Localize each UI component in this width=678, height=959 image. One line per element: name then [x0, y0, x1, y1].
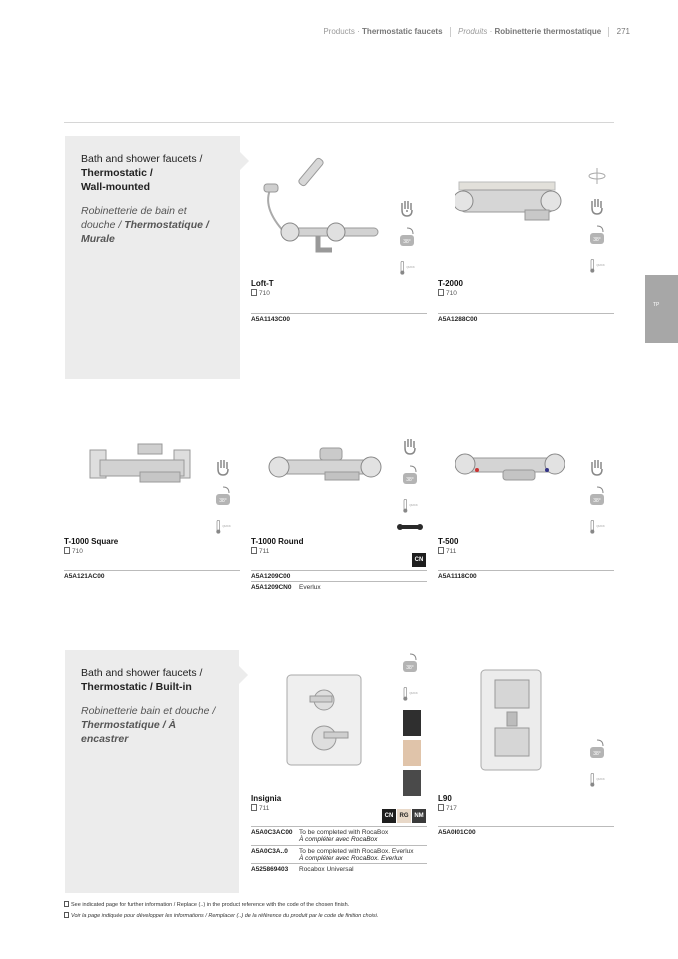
product-page-ref — [251, 804, 269, 812]
quick-thermo-icon — [400, 682, 420, 706]
product-page-number: 710 — [446, 290, 457, 297]
product-name: T-1000 Round — [251, 537, 304, 546]
category-built-in — [65, 650, 239, 893]
category-fr-line2-bold: Thermostatique / — [124, 219, 209, 231]
loft-t-feature-icons — [397, 196, 423, 286]
svg-text:QUICK: QUICK — [222, 525, 231, 528]
product-page-number: 717 — [446, 805, 457, 812]
reference-row — [438, 570, 614, 582]
reference-row — [251, 313, 427, 325]
product-name: T-2000 — [438, 279, 463, 288]
svg-text:QUICK: QUICK — [596, 264, 605, 267]
crumb-produits: Produits — [457, 27, 488, 37]
product-page-number: 710 — [259, 290, 270, 297]
product-page-number: 710 — [72, 548, 83, 555]
crumb-products: Products — [323, 27, 355, 37]
l90-feature-icons — [587, 738, 613, 798]
hand-safe-icon — [587, 455, 607, 479]
svg-text:38°: 38° — [406, 665, 414, 671]
t-500-image — [455, 440, 565, 492]
svg-text:38°: 38° — [219, 498, 227, 504]
crumb-thermostatic-fr: Robinetterie thermostatique — [494, 27, 602, 37]
product-page-ref — [438, 804, 457, 812]
header-divider — [608, 27, 609, 37]
reference-description: To be completed with RocaBox. Everlux — [299, 848, 414, 855]
footnote-en-text: See indicated page for further information / Replace (..) in the product reference with the code of the chosen finish. — [71, 902, 350, 908]
product-page-ref — [438, 547, 456, 555]
category-fr-line1: Robinetterie bain et douche / — [81, 705, 216, 717]
svg-text:QUICK: QUICK — [596, 525, 605, 528]
reference-code: A5A1209CN0 — [251, 584, 292, 591]
page-number: 271 — [616, 27, 630, 37]
svg-text:38°: 38° — [593, 751, 601, 757]
product-page-ref — [438, 289, 457, 297]
t-500-feature-icons — [587, 455, 613, 545]
hand-safe-icon — [213, 455, 233, 479]
temperature-limit-icon — [213, 485, 233, 509]
reference-code: A5A0C3AC00 — [251, 829, 293, 836]
page-ref-icon — [438, 804, 444, 811]
category-title-en — [81, 666, 223, 694]
reference-code: A5A1143C00 — [251, 316, 291, 323]
l90-image — [477, 668, 545, 772]
svg-text:QUICK: QUICK — [406, 266, 415, 269]
footnote-en — [64, 901, 349, 908]
category-wall-mounted — [65, 136, 240, 379]
reference-code: A5A121AC00 — [64, 573, 105, 580]
crumb-separator: · — [489, 27, 493, 37]
insignia-image — [284, 672, 364, 768]
hand-safe-icon — [587, 194, 607, 218]
temperature-limit-icon — [587, 224, 607, 248]
product-page-ref — [251, 547, 269, 555]
t-1000-square-feature-icons — [213, 455, 239, 545]
loft-t-image — [252, 150, 382, 270]
category-title-fr — [81, 704, 223, 746]
category-en-line3: Wall-mounted — [81, 181, 151, 193]
page-header — [323, 27, 630, 37]
product-name: Insignia — [251, 794, 282, 803]
finish-badges — [382, 809, 426, 823]
page-ref-icon — [438, 547, 444, 554]
reference-code: A5A1209C00 — [251, 573, 291, 580]
crumb-separator: · — [357, 27, 360, 37]
quick-thermo-icon — [213, 515, 233, 539]
product-page-number: 711 — [446, 548, 457, 555]
product-name: T-1000 Square — [64, 537, 119, 546]
product-name: L90 — [438, 794, 452, 803]
category-en-line2: Thermostatic / Built-in — [81, 681, 192, 693]
reference-row — [64, 570, 240, 582]
svg-text:38°: 38° — [406, 477, 414, 483]
category-fr-line3: Murale — [81, 233, 115, 245]
product-page-number: 711 — [259, 805, 270, 812]
t-1000-round-image — [265, 442, 385, 492]
reference-description-fr: À compléter avec RocaBox. Everlux — [299, 855, 403, 862]
svg-text:38°: 38° — [403, 239, 411, 245]
page-ref-icon — [251, 804, 257, 811]
reference-code: A5A0I01C00 — [438, 829, 476, 836]
product-name: T-500 — [438, 537, 459, 546]
crumb-thermostatic-en: Thermostatic faucets — [362, 27, 443, 37]
finish-swatch-rose-gold — [403, 740, 421, 766]
quick-thermo-icon — [397, 256, 417, 280]
page-ref-icon — [251, 289, 257, 296]
finish-badge-cn: CN — [382, 809, 396, 823]
reference-code: A5A1118C00 — [438, 573, 477, 580]
footnote-fr-text: Voir la page indiquée pour développer les informations / Remplacer (..) de la référence du produit par le code de finition choisi. — [71, 913, 379, 919]
t-1000-square-image — [80, 440, 200, 495]
temperature-limit-icon — [587, 485, 607, 509]
category-fr-line1: Robinetterie de bain et — [81, 205, 187, 217]
header-divider — [450, 27, 451, 37]
svg-text:QUICK: QUICK — [596, 778, 605, 781]
product-page-number: 711 — [259, 548, 270, 555]
product-page-ref — [251, 289, 270, 297]
page-ref-icon — [64, 912, 69, 918]
finish-badge-nm: NM — [412, 809, 426, 823]
svg-text:38°: 38° — [593, 498, 601, 504]
reference-row — [251, 845, 427, 865]
reference-code: A525869403 — [251, 866, 289, 873]
category-title-fr — [81, 204, 224, 246]
shower-head-icon — [587, 164, 607, 188]
svg-text:QUICK: QUICK — [409, 692, 418, 695]
temperature-limit-icon — [587, 738, 607, 762]
finish-swatch-brushed-black — [403, 770, 421, 796]
svg-text:QUICK: QUICK — [409, 504, 418, 507]
category-fr-line2: Thermostatique / À encastrer — [81, 719, 177, 745]
category-en-line2: Thermostatic / — [81, 167, 153, 179]
product-name: Loft-T — [251, 279, 274, 288]
reference-row — [251, 581, 427, 593]
temperature-limit-icon — [397, 226, 417, 250]
finish-swatch-black — [403, 710, 421, 736]
hand-safe-icon — [400, 434, 420, 458]
reference-description-fr: À compléter avec RocaBox — [299, 836, 378, 843]
side-tab-label: TP — [653, 302, 660, 308]
insignia-feature-icons — [400, 652, 426, 712]
footnote-fr — [64, 912, 378, 919]
finish-badge-cn: CN — [412, 553, 426, 567]
quick-thermo-icon — [587, 515, 607, 539]
finish-badge-rg: RG — [397, 809, 411, 823]
reference-code: A5A0C3A..0 — [251, 848, 288, 855]
category-fr-line2: douche / — [81, 219, 122, 231]
t-2000-image — [455, 178, 565, 228]
quick-thermo-icon — [587, 768, 607, 792]
reference-description: To be completed with RocaBox — [299, 829, 389, 836]
reference-row — [438, 313, 614, 325]
page-ref-icon — [251, 547, 257, 554]
quick-thermo-icon — [400, 494, 420, 518]
reference-description: Rocabox Universal — [299, 866, 354, 873]
svg-text:38°: 38° — [593, 237, 601, 243]
side-tab[interactable] — [645, 275, 678, 343]
page-ref-icon — [64, 901, 69, 907]
reference-code: A5A1288C00 — [438, 316, 478, 323]
reference-row — [251, 826, 427, 846]
category-title-en — [81, 152, 224, 194]
product-page-ref — [64, 547, 83, 555]
page-ref-icon — [438, 289, 444, 296]
page-ref-icon — [64, 547, 70, 554]
top-rule — [64, 122, 614, 123]
finish-badges — [412, 553, 426, 567]
t-2000-feature-icons — [587, 164, 613, 284]
reference-row — [438, 826, 614, 838]
quick-thermo-icon — [587, 254, 607, 278]
temperature-limit-icon — [400, 464, 420, 488]
category-en-line1: Bath and shower faucets / — [81, 667, 203, 679]
reference-description: Everlux — [299, 584, 321, 591]
reference-row — [251, 863, 427, 875]
category-en-line1: Bath and shower faucets / — [81, 153, 203, 165]
hand-safe-icon — [397, 196, 417, 220]
t-1000-round-feature-icons — [400, 434, 426, 524]
temperature-limit-icon — [400, 652, 420, 676]
